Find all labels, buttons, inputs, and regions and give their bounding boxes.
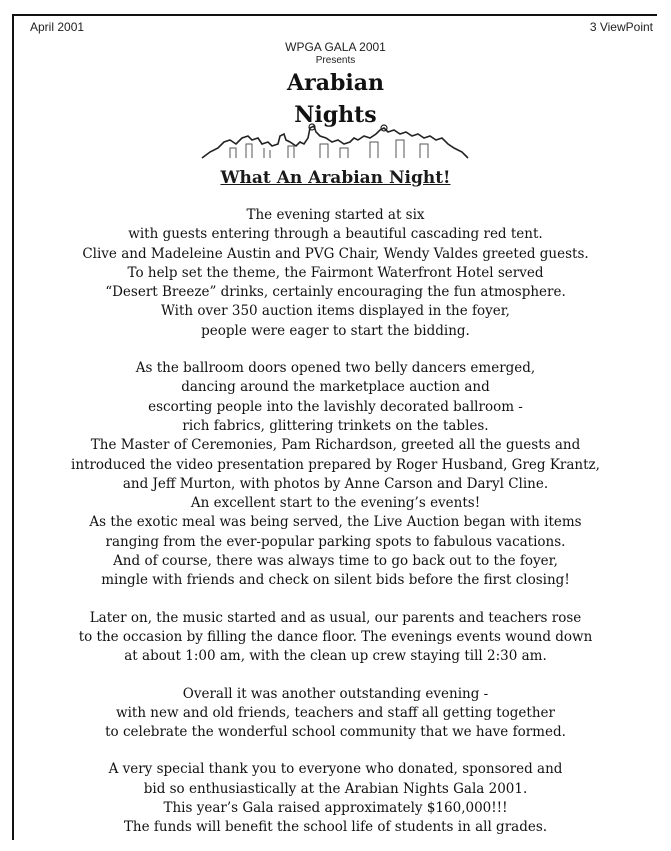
article-line: As the exotic meal was being served, the Live Auction began with items bbox=[89, 514, 582, 531]
article-line: To help set the theme, the Fairmont Waterfront Hotel served bbox=[127, 264, 544, 281]
article-line: The evening started at six bbox=[246, 207, 425, 223]
article-line: And of course, there was always time to go back out to the foyer, bbox=[113, 553, 558, 570]
issue-date: April 2001 bbox=[30, 20, 85, 34]
paragraph-gap bbox=[20, 667, 651, 685]
presents-label: Presents bbox=[315, 55, 356, 66]
article-line: introduced the video presentation prepared by Roger Husband, Greg Krantz, bbox=[71, 456, 600, 473]
article-line: With over 350 auction items displayed in the foyer, bbox=[161, 303, 510, 320]
article-line: people were eager to start the bidding. bbox=[201, 322, 470, 339]
article-line: This year’s Gala raised approximately $160,000!!! bbox=[163, 800, 508, 817]
skyline-illustration bbox=[200, 118, 470, 160]
paragraph-gap bbox=[20, 742, 651, 760]
article-line: mingle with friends and check on silent bids before the first closing! bbox=[101, 572, 570, 589]
event-title-line2: Nights bbox=[294, 102, 377, 128]
article-line: to celebrate the wonderful school community that we have formed. bbox=[105, 724, 566, 741]
article-line: and Jeff Murton, with photos by Anne Carson and Daryl Cline. bbox=[122, 475, 549, 492]
article-line: with guests entering through a beautiful cascading red tent. bbox=[128, 226, 543, 243]
article-line: rich fabrics, glittering trinkets on the tables. bbox=[182, 417, 489, 434]
paragraph-gap bbox=[20, 341, 651, 359]
article-line: ranging from the ever-popular parking spots to fabulous vacations. bbox=[105, 533, 566, 550]
page-label: 3 ViewPoint bbox=[589, 20, 653, 34]
article-line: The Master of Ceremonies, Pam Richardson, greeted all the guests and bbox=[90, 437, 581, 454]
gala-name: WPGA GALA 2001 bbox=[285, 40, 386, 54]
article-line: bid so enthusiastically at the Arabian Nights Gala 2001. bbox=[143, 780, 528, 797]
article-line: Overall it was another outstanding evening - bbox=[182, 685, 489, 702]
article-headline: What An Arabian Night! bbox=[220, 168, 451, 188]
paragraph-gap bbox=[20, 591, 651, 609]
article-line: Clive and Madeleine Austin and PVG Chair, Wendy Valdes greeted guests. bbox=[82, 245, 589, 262]
article-line: “Desert Breeze” drinks, certainly encouraging the fun atmosphere. bbox=[105, 284, 566, 301]
article-line: at about 1:00 am, with the clean up crew staying till 2:30 am. bbox=[124, 648, 547, 665]
article-body bbox=[20, 206, 651, 838]
article-line: The funds will benefit the school life of students in all grades. bbox=[123, 819, 548, 836]
article-line: to the occasion by filling the dance floor. The evenings events wound down bbox=[78, 628, 593, 645]
event-title-line1: Arabian bbox=[287, 70, 384, 96]
article-line: An excellent start to the evening’s events! bbox=[190, 495, 481, 512]
article-line: with new and old friends, teachers and staff all getting together bbox=[116, 704, 555, 721]
article-line: dancing around the marketplace auction and bbox=[181, 379, 490, 396]
article-line: As the ballroom doors opened two belly dancers emerged, bbox=[135, 360, 536, 377]
article-line: A very special thank you to everyone who donated, sponsored and bbox=[108, 761, 563, 778]
article-line: escorting people into the lavishly decorated ballroom - bbox=[148, 398, 523, 415]
article-line: Later on, the music started and as usual, our parents and teachers rose bbox=[89, 609, 582, 626]
